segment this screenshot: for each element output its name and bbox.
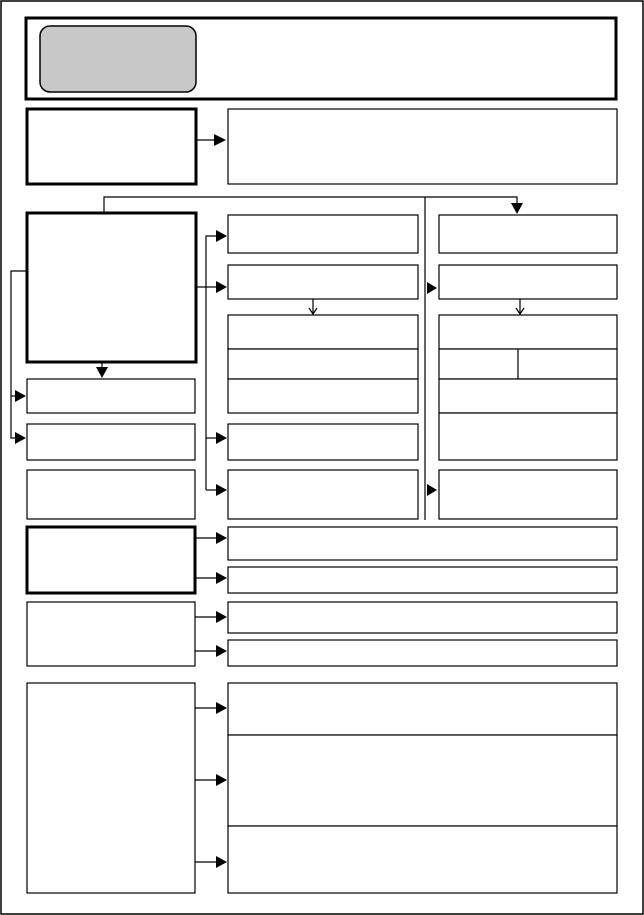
section-4-left-box xyxy=(27,527,195,593)
arrow-4b xyxy=(216,572,227,584)
arrow-middle-4 xyxy=(216,484,227,496)
arrow-right-7 xyxy=(427,484,437,496)
section-5-right-box-2 xyxy=(228,640,617,666)
right-box-6 xyxy=(439,413,617,460)
arrow-down-main xyxy=(96,367,108,378)
section-6-right-box-1 xyxy=(228,683,617,735)
arrow-right-2 xyxy=(427,282,437,294)
step-1-right-box xyxy=(228,109,617,184)
arrow-branch-right xyxy=(511,203,523,214)
left-sub-box-2 xyxy=(27,424,195,460)
arrow-1 xyxy=(214,134,226,146)
arrow-4a xyxy=(216,532,227,544)
right-box-5 xyxy=(439,379,617,413)
section-6-right-box-3 xyxy=(228,826,617,893)
arrow-5a xyxy=(216,611,227,623)
arrow-5b xyxy=(216,645,227,657)
mid-box-6 xyxy=(228,424,418,460)
right-box-7 xyxy=(439,470,617,519)
mid-box-2 xyxy=(228,265,418,299)
section-4-right-box-2 xyxy=(228,567,617,593)
section-5-left-box xyxy=(27,602,195,666)
mid-box-1 xyxy=(228,215,418,253)
arrow-middle-1 xyxy=(216,230,227,242)
branch-connector xyxy=(104,197,517,212)
main-left-box xyxy=(27,213,196,362)
right-box-1 xyxy=(439,215,617,253)
mid-box-7 xyxy=(228,470,418,519)
arrow-6a xyxy=(216,702,227,714)
arrow-6b xyxy=(216,774,227,786)
header-title-pill xyxy=(40,26,196,92)
mid-box-5 xyxy=(228,379,418,413)
section-4-right-box-1 xyxy=(228,527,617,560)
arrow-left-sub-1 xyxy=(15,390,26,402)
middle-vertical-connector xyxy=(196,236,216,287)
mid-box-3 xyxy=(228,315,418,349)
arrow-middle-3 xyxy=(216,432,227,444)
section-6-left-box xyxy=(27,683,195,893)
arrow-left-sub-2 xyxy=(15,432,26,444)
left-feedback-connector xyxy=(11,271,27,438)
right-box-3 xyxy=(439,315,617,349)
section-6-right-box-2 xyxy=(228,735,617,826)
section-5-right-box-1 xyxy=(228,602,617,633)
arrow-6c xyxy=(216,856,227,868)
right-box-4 xyxy=(439,349,617,379)
arrow-middle-2 xyxy=(216,281,227,293)
mid-box-4 xyxy=(228,349,418,379)
step-1-left-box xyxy=(27,109,196,184)
left-sub-box-3 xyxy=(27,470,195,519)
left-sub-box-1 xyxy=(27,379,195,413)
right-box-2 xyxy=(439,265,617,299)
